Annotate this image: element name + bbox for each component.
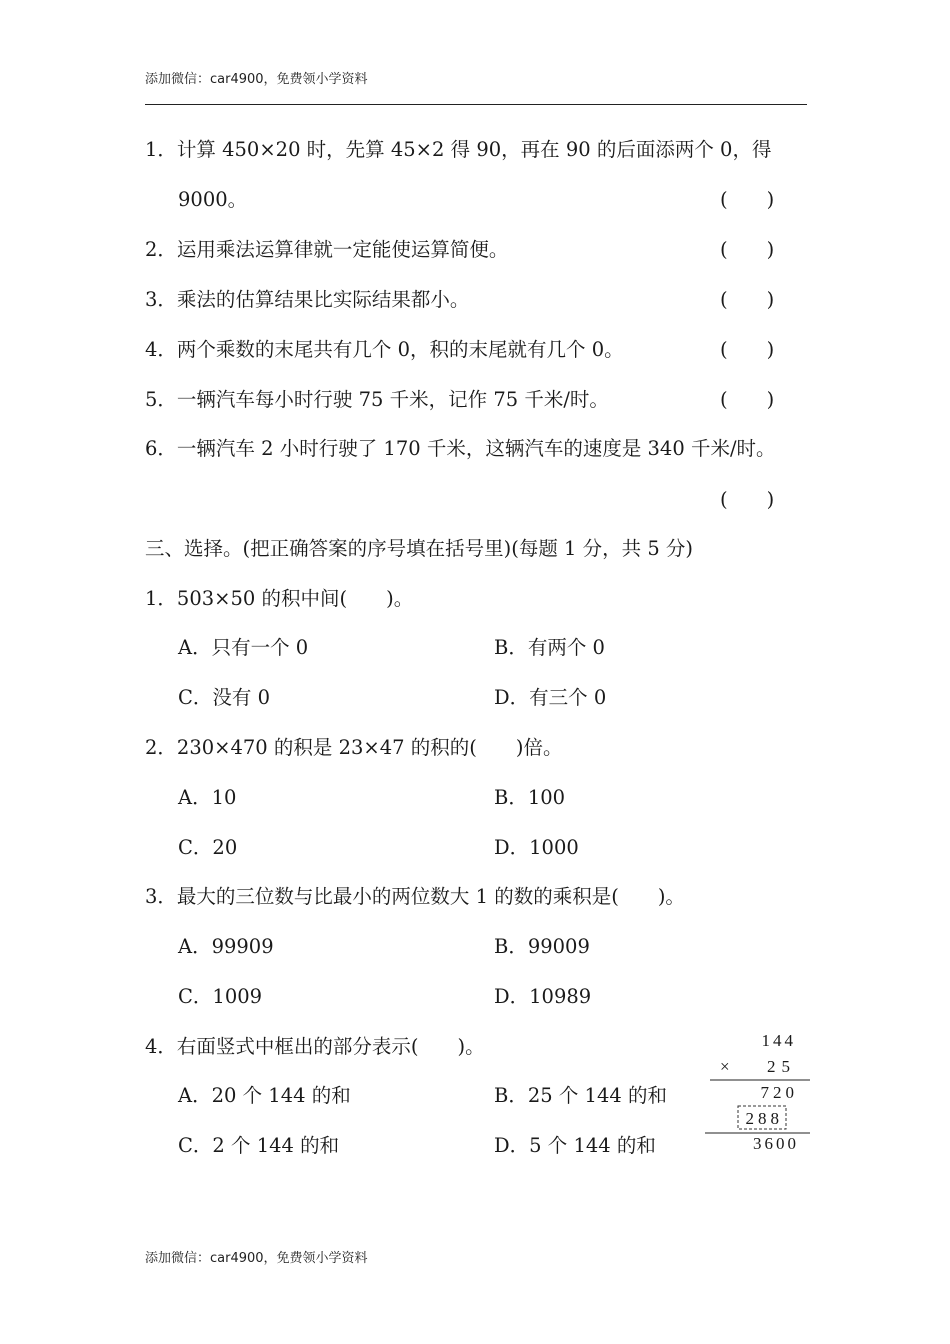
product: 3600 xyxy=(753,1134,799,1153)
vertical-multiplication xyxy=(700,1028,815,1158)
option-d[interactable]: D．有三个 0 xyxy=(494,686,607,709)
judge-q1-line2: 9000。 xyxy=(178,188,248,211)
judge-q6: 6．一辆汽车 2 小时行驶了 170 千米，这辆汽车的速度是 340 千米/时。 xyxy=(145,437,776,460)
option-c[interactable]: C．没有 0 xyxy=(178,686,271,709)
judge-q3: 3．乘法的估算结果比实际结果都小。 xyxy=(145,288,470,311)
multiplier: 25 xyxy=(767,1057,796,1076)
option-b[interactable]: B．100 xyxy=(494,786,566,809)
judge-q4: 4．两个乘数的末尾共有几个 0，积的末尾就有几个 0。 xyxy=(145,338,624,361)
option-b[interactable]: B．99009 xyxy=(494,935,590,958)
choice-q2-stem: 2．230×470 的积是 23×47 的积的( )倍。 xyxy=(145,736,563,759)
answer-paren[interactable]: ( ) xyxy=(720,338,775,361)
answer-paren[interactable]: ( ) xyxy=(720,238,775,261)
answer-paren[interactable]: ( ) xyxy=(720,288,775,311)
partial-product-1: 720 xyxy=(760,1083,798,1102)
choice-q3-stem: 3．最大的三位数与比最小的两位数大 1 的数的乘积是( )。 xyxy=(145,885,685,908)
choice-q1-stem: 1．503×50 的积中间( )。 xyxy=(145,587,414,610)
answer-paren[interactable]: ( ) xyxy=(720,188,775,211)
multiplicand: 144 xyxy=(761,1031,796,1050)
option-d[interactable]: D．1000 xyxy=(494,836,579,859)
choice-q4-stem: 4．右面竖式中框出的部分表示( )。 xyxy=(145,1035,485,1058)
option-a[interactable]: A．20 个 144 的和 xyxy=(178,1084,351,1107)
answer-paren[interactable]: ( ) xyxy=(720,488,775,511)
option-b[interactable]: B．25 个 144 的和 xyxy=(494,1084,667,1107)
answer-paren[interactable]: ( ) xyxy=(720,388,775,411)
multiply-sign: × xyxy=(720,1057,730,1076)
option-d[interactable]: D．10989 xyxy=(494,985,592,1008)
option-c[interactable]: C．2 个 144 的和 xyxy=(178,1134,340,1157)
option-b[interactable]: B．有两个 0 xyxy=(494,636,605,659)
section-title: 三、选择。(把正确答案的序号填在括号里)(每题 1 分，共 5 分) xyxy=(145,537,694,560)
judge-q1-line1: 1．计算 450×20 时，先算 45×2 得 90，再在 90 的后面添两个 0，得 xyxy=(145,138,772,161)
page-header: 添加微信：car4900，免费领小学资料 xyxy=(145,72,368,87)
header-rule xyxy=(145,104,807,105)
page-footer: 添加微信：car4900，免费领小学资料 xyxy=(145,1251,368,1266)
option-a[interactable]: A．99909 xyxy=(178,935,274,958)
option-d[interactable]: D．5 个 144 的和 xyxy=(494,1134,656,1157)
option-c[interactable]: C．1009 xyxy=(178,985,263,1008)
option-c[interactable]: C．20 xyxy=(178,836,238,859)
judge-q5: 5．一辆汽车每小时行驶 75 千米，记作 75 千米/时。 xyxy=(145,388,609,411)
judge-q2: 2．运用乘法运算律就一定能使运算简便。 xyxy=(145,238,509,261)
option-a[interactable]: A．只有一个 0 xyxy=(178,636,309,659)
partial-product-2: 288 xyxy=(745,1109,783,1128)
option-a[interactable]: A．10 xyxy=(178,786,237,809)
